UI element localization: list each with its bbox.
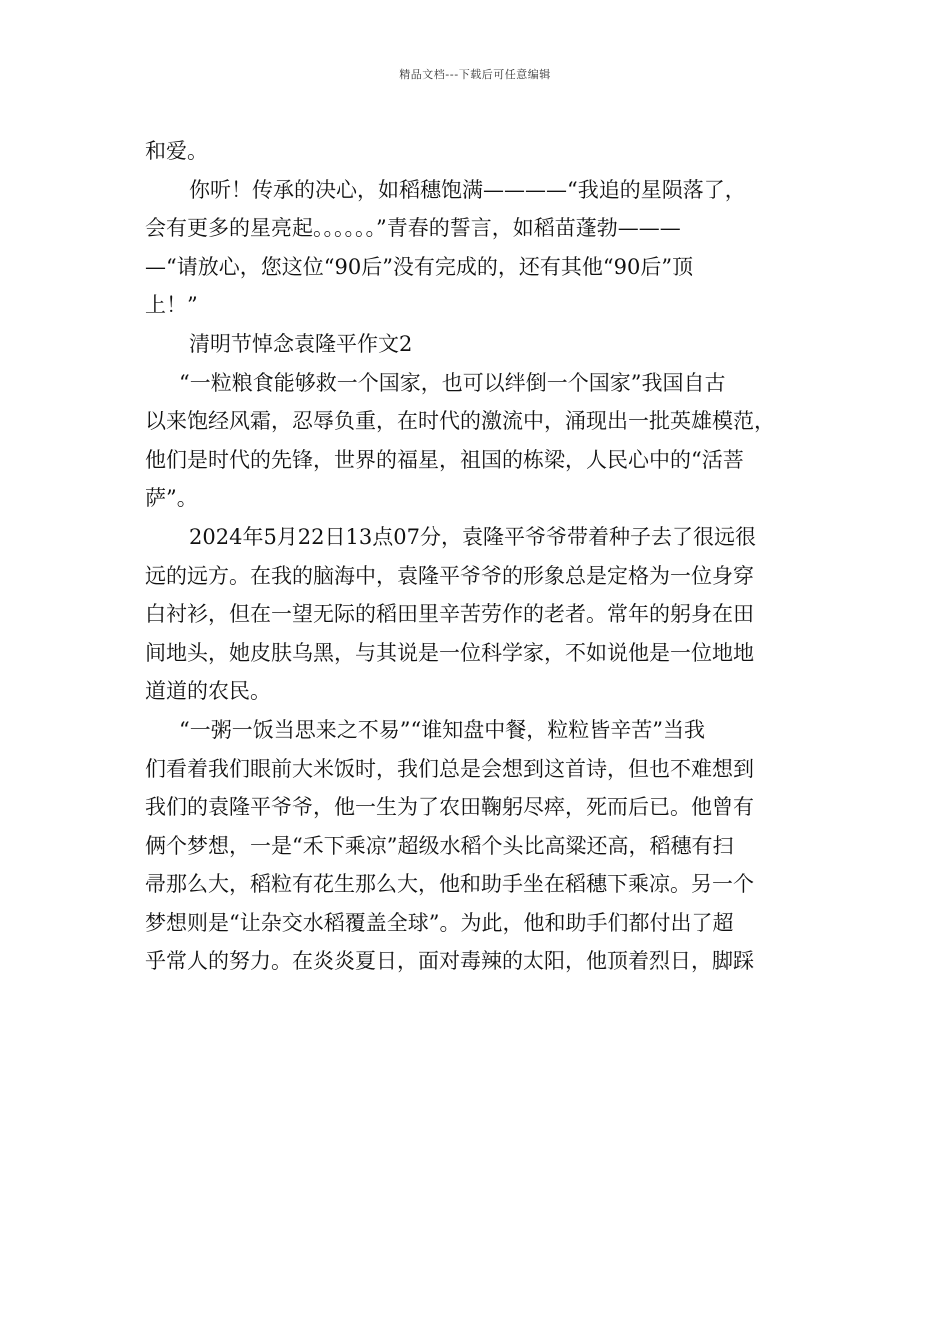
text-line: 他们是时代的先锋，世界的福星，祖国的栋梁，人民心中的“活菩 (145, 447, 744, 472)
text-line: 帚那么大，稻粒有花生那么大，他和助手坐在稻穗下乘凉。另一个 (145, 872, 754, 897)
text-line: 白衬衫，但在一望无际的稻田里辛苦劳作的老者。常年的躬身在田 (145, 602, 754, 627)
text-line: 梦想则是“让杂交水稻覆盖全球”。为此，他和助手们都付出了超 (145, 910, 734, 935)
text-line: 乎常人的努力。在炎炎夏日，面对毒辣的太阳，他顶着烈日，脚踩 (145, 949, 754, 974)
page-header: 精品文档---下载后可任意编辑 (399, 68, 551, 81)
text-line: 我们的袁隆平爷爷，他一生为了农田鞠躬尽瘁，死而后已。他曾有 (145, 795, 754, 820)
text-line: 和爱。 (145, 139, 208, 163)
text-line: 俩个梦想，一是“禾下乘凉”超级水稻个头比高粱还高，稻穗有扫 (145, 833, 734, 858)
text-line: 萨”。 (145, 486, 198, 511)
text-line: 道道的农民。 (145, 679, 271, 704)
text-line: 远的远方。在我的脑海中，袁隆平爷爷的形象总是定格为一位身穿 (145, 563, 754, 588)
text-line: 们看着我们眼前大米饭时，我们总是会想到这首诗，但也不难想到 (145, 756, 754, 781)
document-body (145, 132, 825, 981)
text-line: —“请放心，您这位“90后”没有完成的，还有其他“90后”顶 (145, 254, 694, 279)
paragraph-start-line: 你听！传承的决心，如稻穗饱满————“我追的星陨落了， (189, 177, 746, 202)
text-line: 上！” (145, 293, 198, 318)
text-line: 以来饱经风霜，忍辱负重，在时代的激流中，涌现出一批英雄模范， (145, 409, 775, 434)
text-line: 间地头，她皮肤乌黑，与其说是一位科学家，不如说他是一位地地 (145, 640, 754, 665)
section-title: 清明节悼念袁隆平作文2 (189, 331, 413, 356)
paragraph-start-line: “一粥一饭当思来之不易”“谁知盘中餐，粒粒皆辛苦”当我 (179, 717, 705, 742)
paragraph-start-line: 2024年5月22日13点07分，袁隆平爷爷带着种子去了很远很 (189, 524, 756, 549)
text-line: 会有更多的星亮起。。。。。。”青春的誓言，如稻苗蓬勃——— (145, 216, 681, 241)
paragraph-start-line: “一粒粮食能够救一个国家，也可以绊倒一个国家”我国自古 (179, 370, 726, 395)
